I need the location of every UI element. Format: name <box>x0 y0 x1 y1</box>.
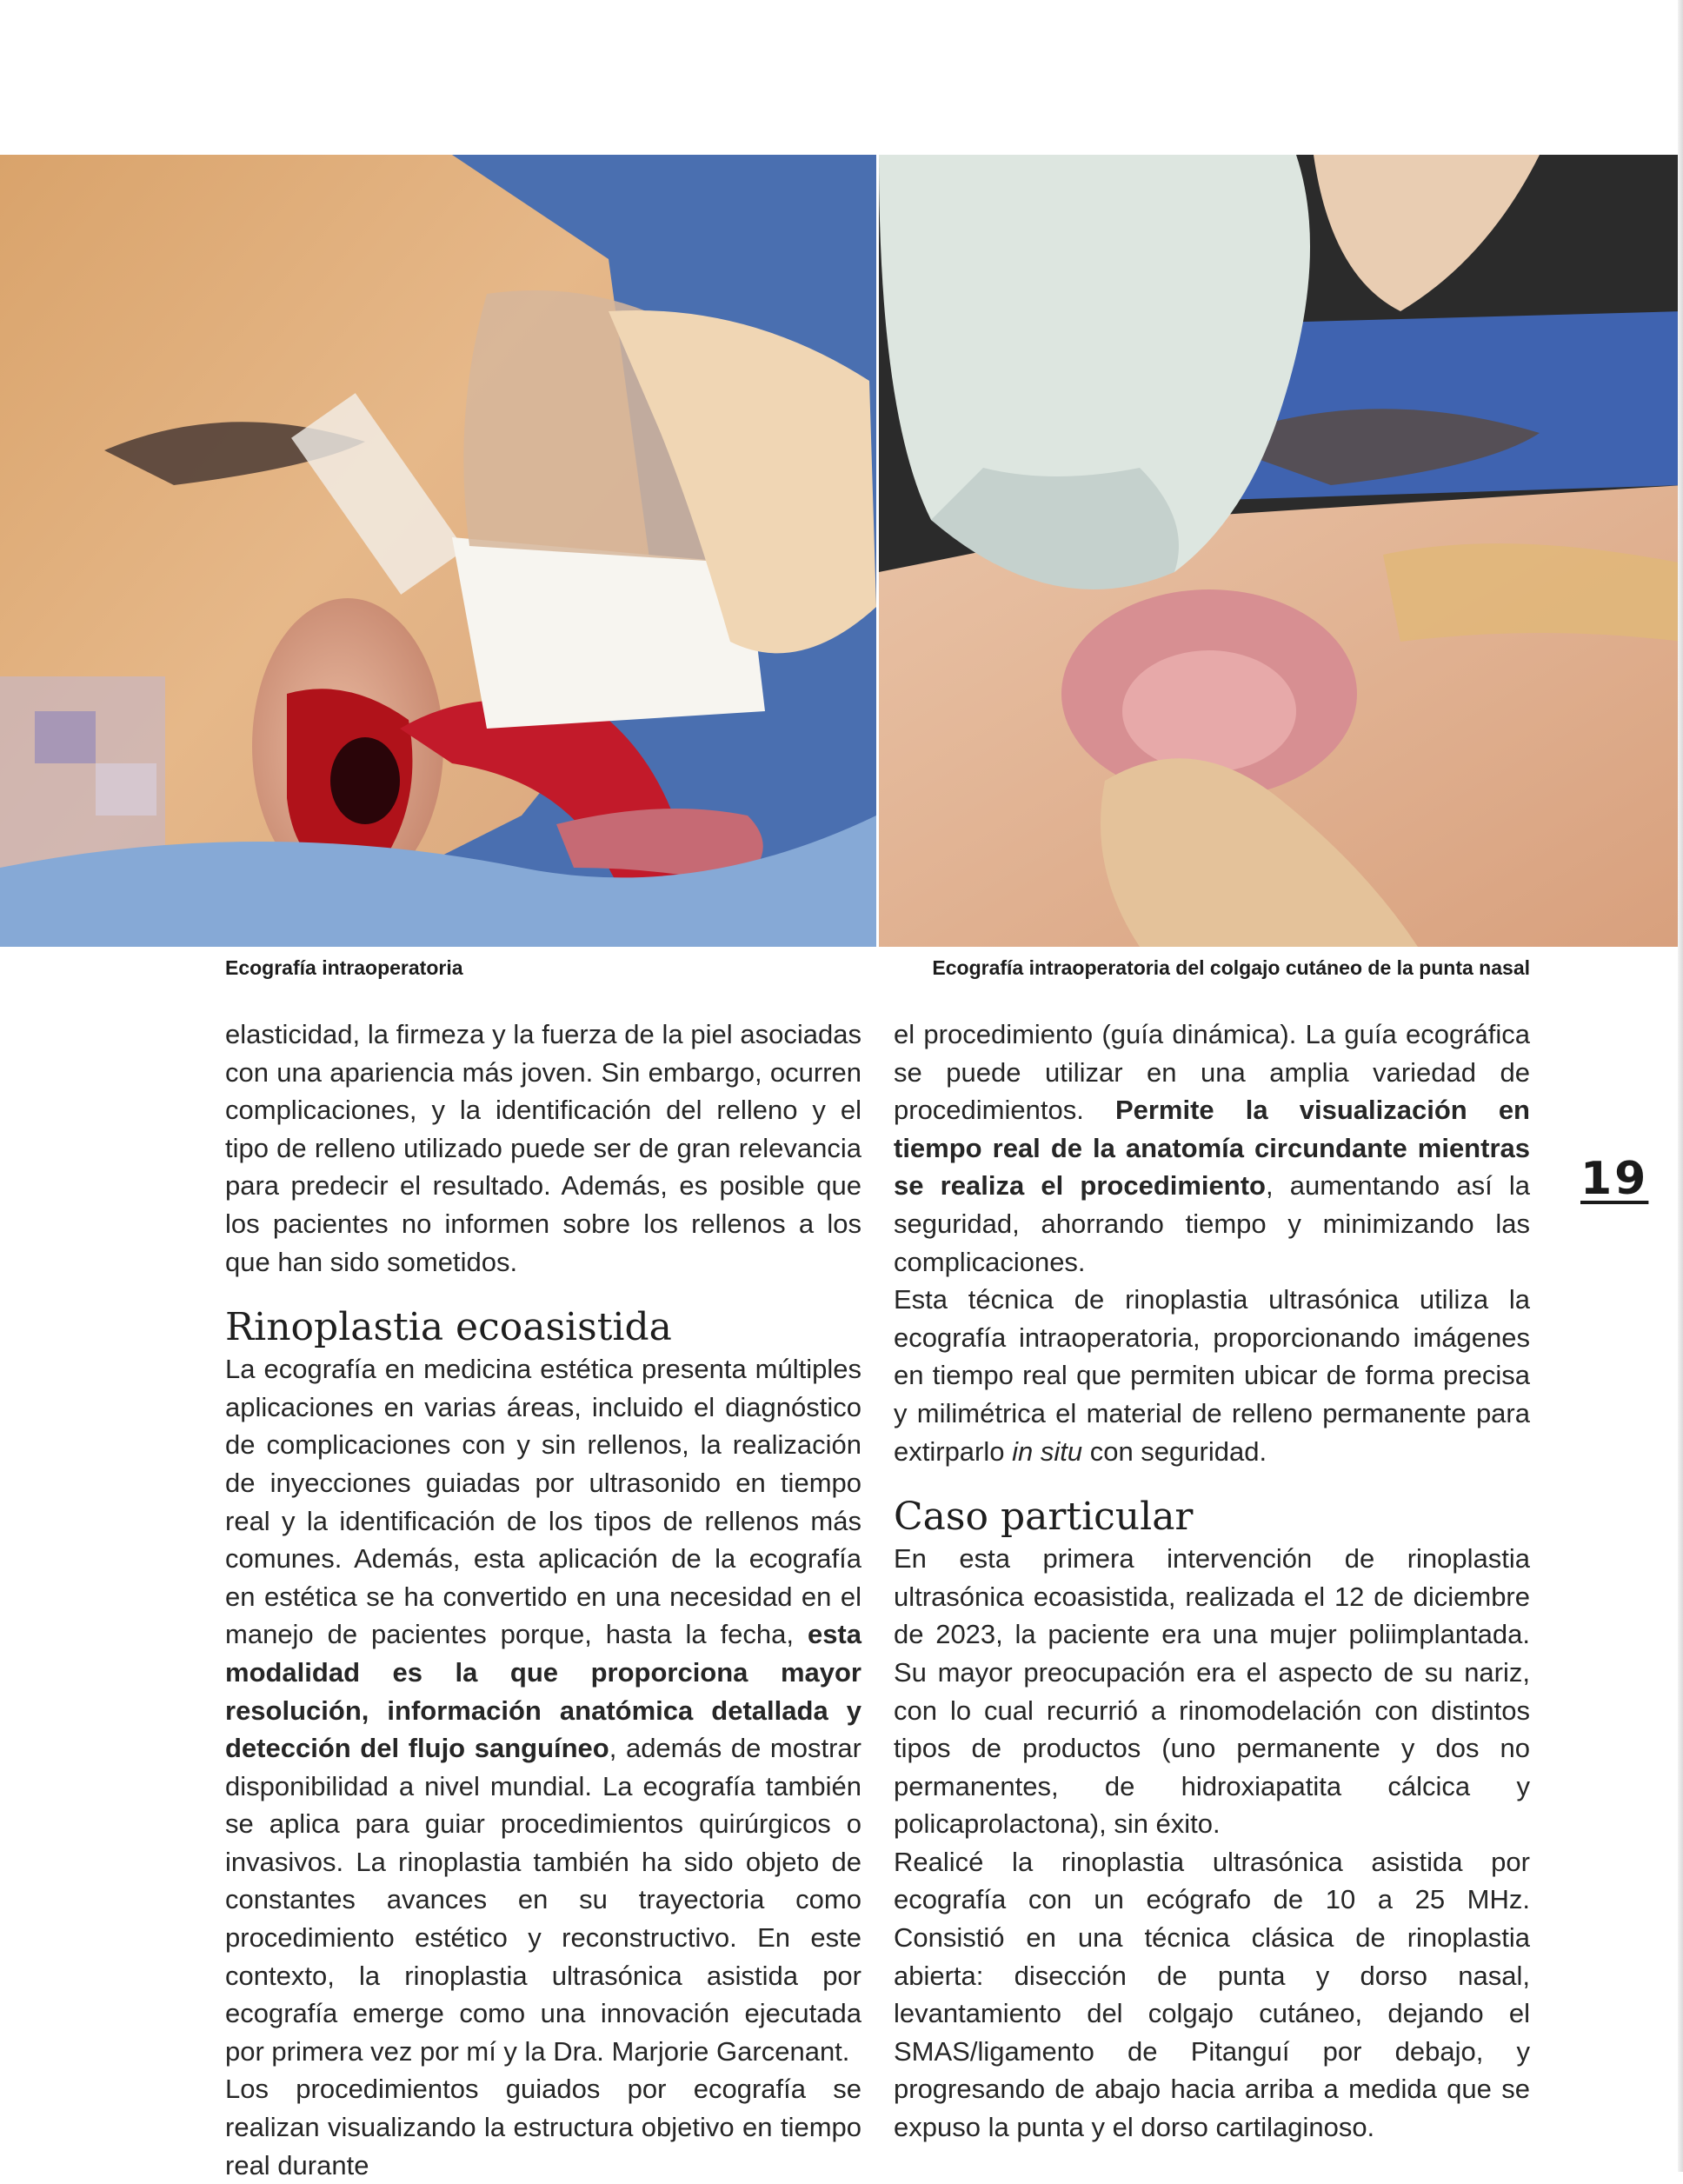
right-text-column <box>894 1015 1530 2147</box>
right-paragraph-caso: En esta primera intervención de rinoplastia ultrasónica ecoasistida, realizada el 12 de diciembre de 2023, la paciente era una mujer poliimplantada. Su mayor preocupación era el aspecto de su nariz, con lo cual recurrió a rinomodelación con distintos tipos de productos (uno permanente y dos no permanentes, de hidroxiapatita cálcica y policaprolactona), sin éxito. <box>894 1543 1530 1840</box>
left-paragraph-ecografia-continued: , además de mostrar disponibilidad a nivel mundial. La ecografía también se aplica para guiar procedimientos quirúrgicos o invasivos. La rinoplastia también ha sido objeto de constantes avances en su trayectoria como procedimiento estético y reconstructivo. En este contexto, la rinoplastia ultrasónica asistida por ecografía emerge como una innovación ejecutada por primera vez por mí y la Dra. Marjorie Garcenant. <box>225 1733 861 2067</box>
page-number: 19 <box>1580 1153 1649 1205</box>
right-paragraph-tecnica-continued: con seguridad. <box>1082 1435 1267 1467</box>
intraoperative-photo-left <box>0 155 876 947</box>
left-paragraph-ecografia-text: La ecografía en medicina estética presenta múltiples aplicaciones en varias áreas, incluido el diagnóstico de complicaciones con y sin rellenos, la realización de inyecciones guiadas por ultrasonido en tiempo real y la identificación de los tipos de rellenos más comunes. Además, esta aplicación de la ecografía en estética se ha convertido en una necesidad en el manejo de pacientes porque, hasta la fecha, <box>225 1354 861 1650</box>
right-paragraph-tecnica-text: Esta técnica de rinoplastia ultrasónica utiliza la ecografía intraoperatoria, proporcionando imágenes en tiempo real que permiten ubicar de forma precisa y milimétrica el material de relleno permanente para extirparlo <box>894 1284 1530 1467</box>
right-paragraph-tecnica <box>894 1281 1530 1470</box>
right-paragraph-realice: Realicé la rinoplastia ultrasónica asistida por ecografía con un ecógrafo de 10 a 25 MHz. Consistió en una técnica clásica de rinoplastia abierta: disección de punta y dorso nasal, levantamiento del colgajo cutáneo, dejando el SMAS/ligamento de Pitanguí por debajo, y progresando de abajo hacia arriba a medida que se expuso la punta y el dorso cartilaginoso. <box>894 1846 1530 2143</box>
figure-caption-left: Ecografía intraoperatoria <box>225 956 463 979</box>
left-paragraph-procedimientos: Los procedimientos guiados por ecografía se realizan visualizando la estructura objetivo en tiempo real durante <box>225 2074 861 2181</box>
figure-caption-right: Ecografía intraoperatoria del colgajo cutáneo de la punta nasal <box>932 956 1530 979</box>
right-paragraph-guia-continued: , aumentando así la seguridad, ahorrando tiempo y minimizando las complicaciones. <box>894 1170 1530 1277</box>
section-heading-caso-particular: Caso particular <box>894 1495 1194 1540</box>
intraoperative-photo-right <box>879 155 1683 947</box>
section-heading-rinoplastia: Rinoplastia ecoasistida <box>225 1305 672 1350</box>
page-edge <box>1678 0 1683 2172</box>
in-situ-italic: in situ <box>1012 1435 1083 1467</box>
left-paragraph-ecografia <box>225 1350 861 2070</box>
right-paragraph-guia-text: el procedimiento (guía dinámica). La guía ecográfica se puede utilizar en una amplia variedad de procedimientos. <box>894 1019 1530 1126</box>
right-paragraph-emphasis: Permite la visualización en tiempo real de la anatomía circundante mientras se realiza el procedimiento <box>894 1095 1530 1202</box>
right-paragraph-guia <box>894 1015 1530 1281</box>
left-paragraph-emphasis: esta modalidad es la que proporciona mayor resolución, información anatómica detallada y detección del flujo sanguíneo <box>225 1619 861 1764</box>
left-text-column <box>225 1015 861 2184</box>
left-paragraph-intro: elasticidad, la firmeza y la fuerza de la piel asociadas con una apariencia más joven. Sin embargo, ocurren complicaciones, y la identificación del relleno y el tipo de relleno utilizado puede ser de gran relevancia para predecir el resultado. Además, es posible que los pacientes no informen sobre los rellenos a los que han sido sometidos. <box>225 1019 861 1277</box>
